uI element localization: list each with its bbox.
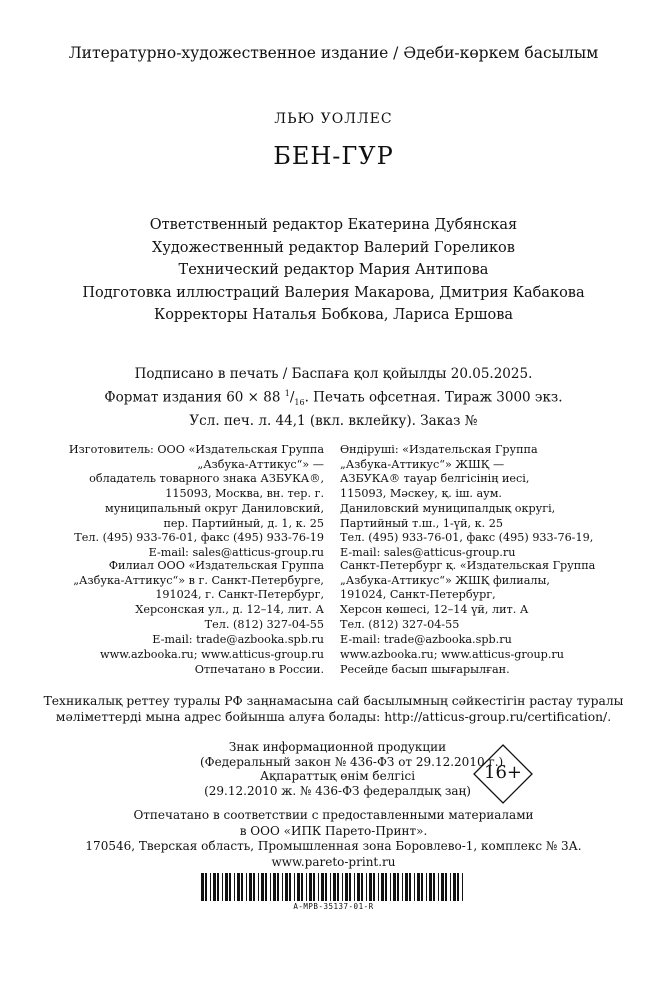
book-author: ЛЬЮ УОЛЛЕС — [274, 111, 393, 127]
manufacturer-ru — [60, 443, 324, 561]
info-sign-line: Знак информационной продукции — [228, 740, 447, 754]
info-sign-line: (Федеральный закон № 436-ФЗ от 29.12.2010 г.) — [200, 754, 504, 769]
info-sign-line: Ақпараттық өнім белгісі — [259, 769, 416, 783]
manufacturer-kz-line: АЗБУКА® тауар белгісінің иесі, — [340, 472, 530, 486]
format-numerator: 1 — [284, 389, 290, 398]
credit-line: Технический редактор Мария Антипова — [178, 262, 489, 278]
barcode-icon — [200, 873, 467, 901]
manufacturer-ru-line: муниципальный округ Даниловский, — [105, 501, 324, 515]
web-ru — [60, 648, 324, 677]
printed-in: Ресейде басып шығарылған. — [340, 662, 510, 676]
printer-line: 170546, Тверская область, Промышленная зона Боровлево-1, комплекс № 3А. — [85, 839, 582, 853]
branch-ru-email: E-mail: trade@azbooka.spb.ru — [152, 632, 324, 646]
credit-line: Художественный редактор Валерий Гореликов — [152, 239, 515, 256]
age-rating: 16+ — [484, 762, 522, 783]
printer-line: Отпечатано в соответствии с предоставленными материалами — [133, 808, 534, 822]
manufacturer-kz-line: Партийный т.ш., 1-үй, к. 25 — [340, 516, 504, 530]
manufacturer-ru-line: обладатель товарного знака АЗБУКА®, — [89, 472, 324, 486]
branch-ru-line: „Азбука-Аттикус“» в г. Санкт-Петербурге, — [73, 573, 324, 587]
tech-regulation — [0, 694, 667, 725]
info-sign-line: (29.12.2010 ж. № 436-ФЗ федералдық заң) — [204, 783, 471, 798]
credit-line: Подготовка иллюстраций Валерия Макарова, Дмитрия Кабакова — [82, 284, 585, 301]
format-denominator: 16 — [294, 398, 305, 408]
book-title: БЕН-ГУР — [273, 142, 394, 170]
tech-regulation-line: мәліметтерді мына адрес бойынша алуға болады: http://atticus-group.ru/certification/. — [55, 709, 612, 724]
manufacturer-ru-line: „Азбука-Аттикус“» — — [197, 457, 324, 471]
credit-line: Ответственный редактор Екатерина Дубянская — [149, 217, 518, 233]
print-info-block — [0, 365, 667, 431]
branch-ru-line: 191024, г. Санкт-Петербург, — [155, 588, 324, 602]
edition-type: Литературно-художественное издание / Әдеби-көркем басылым — [68, 44, 599, 62]
credit-line: Корректоры Наталья Бобкова, Лариса Ершова — [153, 307, 514, 323]
signed-date: Подписано в печать / Баспаға қол қойылды 20.05.2025. — [134, 366, 533, 382]
tech-regulation-line: Техникалық реттеу туралы РФ заңнамасына сай басылымның сәйкестігін растау туралы — [43, 694, 624, 708]
barcode-code: A-MPB-35137-01-R — [293, 902, 374, 911]
printer-block — [0, 808, 667, 870]
sheets-line: Усл. печ. л. 44,1 (вкл. вклейку). Заказ № — [189, 413, 478, 430]
manufacturer-kz — [340, 443, 600, 561]
branch-kz-line: 191024, Санкт-Петербург, — [340, 588, 496, 602]
manufacturer-kz-line: Өндіруші: «Издательская Группа — [340, 443, 538, 456]
branch-ru — [60, 559, 324, 647]
manufacturer-kz-line: Даниловский муниципалдық округі, — [340, 501, 556, 515]
branch-kz-line: Херсон көшесі, 12–14 үй, лит. А — [340, 603, 529, 617]
manufacturer-kz-line: 115093, Мәскеу, қ. іш. аум. — [340, 487, 502, 501]
web-kz — [340, 648, 600, 677]
manufacturer-ru-line: Тел. (495) 933-76-01, факс (495) 933-76-19 — [74, 531, 324, 545]
branch-kz-line: Санкт-Петербург қ. «Издательская Группа — [340, 559, 596, 572]
manufacturer-kz-line: „Азбука-Аттикус“» ЖШҚ — — [340, 457, 505, 471]
branch-ru-line: Филиал ООО «Издательская Группа — [108, 559, 324, 572]
manufacturer-ru-line: пер. Партийный, д. 1, к. 25 — [163, 516, 324, 530]
branch-kz — [340, 559, 600, 647]
website-links: www.azbooka.ru; www.atticus-group.ru — [100, 648, 324, 661]
branch-ru-line: Херсонская ул., д. 12–14, лит. А — [135, 603, 324, 617]
printer-website: www.pareto-print.ru — [271, 854, 396, 869]
branch-kz-line: „Азбука-Аттикус“» ЖШҚ филиалы, — [340, 573, 550, 587]
credits-block — [0, 214, 667, 327]
format-prefix: Формат издания 60 × 88 — [104, 389, 281, 406]
manufacturer-ru-line: 115093, Москва, вн. тер. г. — [165, 487, 324, 501]
branch-kz-email: E-mail: trade@azbooka.spb.ru — [340, 632, 512, 646]
manufacturer-kz-line: Тел. (495) 933-76-01, факс (495) 933-76-19, — [340, 531, 594, 545]
website-links: www.azbooka.ru; www.atticus-group.ru — [340, 648, 564, 661]
printed-in: Отпечатано в России. — [194, 662, 324, 676]
manufacturer-ru-email: E-mail: sales@atticus-group.ru — [148, 545, 324, 559]
format-line: Формат издания 60 × 88 $^1/_{16}$. Печать офсетная. Тираж 3000 экз. — [104, 389, 563, 408]
branch-kz-line: Тел. (812) 327-04-55 — [340, 617, 460, 631]
manufacturer-kz-email: E-mail: sales@atticus-group.ru — [340, 545, 516, 559]
format-suffix: . Печать офсетная. Тираж 3000 экз. — [304, 389, 563, 406]
branch-ru-line: Тел. (812) 327-04-55 — [204, 617, 324, 631]
printer-line: в ООО «ИПК Парето-Принт». — [239, 823, 428, 838]
manufacturer-ru-line: Изготовитель: ООО «Издательская Группа — [68, 443, 324, 456]
